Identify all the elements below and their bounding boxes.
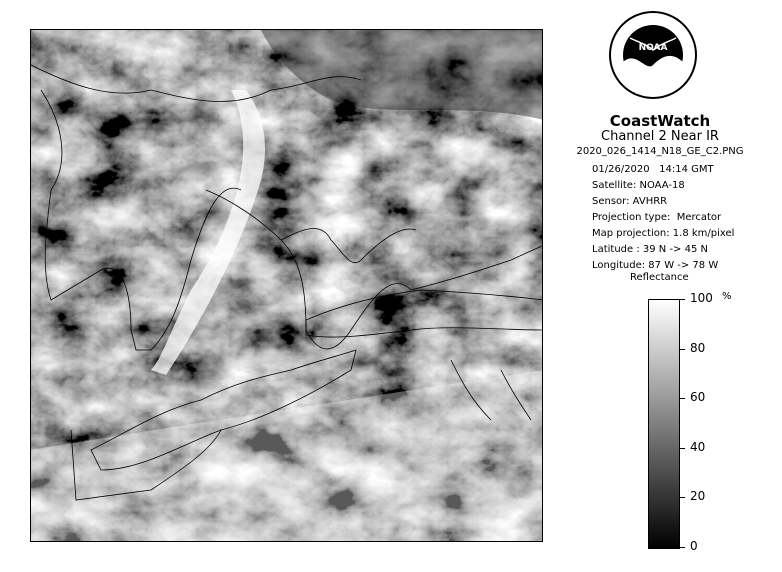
legend-tick-label: 20 [690, 489, 706, 504]
info-panel [560, 0, 782, 572]
sensor-label: Sensor: AVHRR [592, 196, 668, 207]
legend-unit: % [722, 291, 732, 302]
projection-type-label: Projection type: Mercator [592, 212, 722, 223]
satellite-label: Satellite: NOAA-18 [592, 180, 685, 191]
latitude-label: Latitude : 39 N -> 45 N [592, 244, 708, 255]
noaa-seal-icon [608, 10, 698, 100]
legend-title: Reflectance [630, 272, 689, 283]
legend-tick-label: 80 [690, 340, 706, 355]
legend-tick-mark [680, 497, 685, 498]
datetime-label: 01/26/2020 14:14 GMT [592, 164, 714, 175]
legend-tick-label: 40 [690, 439, 706, 454]
brand-title: CoastWatch [609, 112, 711, 130]
reflectance-colorbar [648, 299, 680, 549]
legend-tick-mark [680, 448, 685, 449]
legend-tick-mark [680, 398, 685, 399]
legend-tick-label: 60 [690, 390, 706, 405]
channel-label: Channel 2 Near IR [601, 129, 719, 144]
legend-tick-mark [680, 349, 685, 350]
map-svg [31, 30, 543, 542]
legend-tick-label: 0 [690, 539, 698, 553]
logo-text: NOAA [638, 43, 668, 53]
satellite-image [30, 29, 543, 542]
noaa-logo [608, 10, 698, 100]
map-projection-label: Map projection: 1.8 km/pixel [592, 228, 735, 239]
legend-tick-mark [680, 547, 685, 548]
filename-label: 2020_026_1414_N18_GE_C2.PNG [576, 146, 744, 157]
longitude-label: Longitude: 87 W -> 78 W [592, 260, 719, 271]
legend-tick-mark [680, 299, 685, 300]
legend-tick-label: 100 [690, 291, 713, 305]
